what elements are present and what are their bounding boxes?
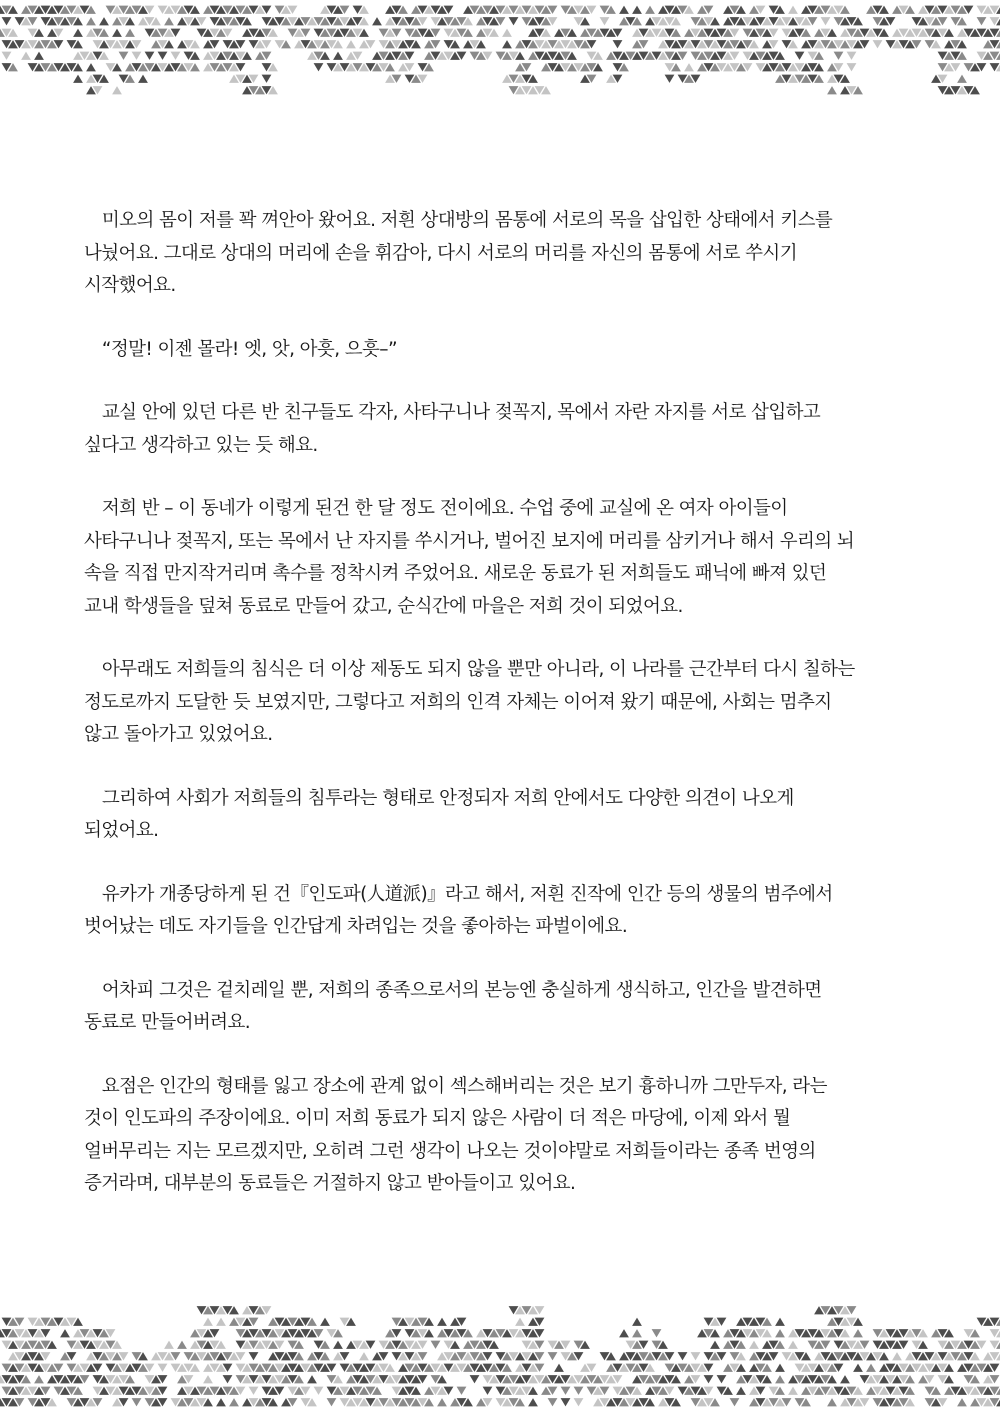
decorative-triangle bbox=[710, 1341, 720, 1349]
decorative-triangle bbox=[632, 6, 642, 14]
decorative-triangle bbox=[314, 1387, 324, 1395]
decorative-triangle bbox=[2, 52, 12, 60]
decorative-triangle bbox=[873, 40, 883, 48]
decorative-triangle bbox=[528, 1398, 538, 1406]
decorative-triangle bbox=[372, 17, 382, 25]
decorative-triangle bbox=[177, 1341, 187, 1349]
paragraph-8: 어차피 그것은 겉치레일 뿐, 저희의 종족으로서의 본능엔 충실하게 생식하고, 인간을 발견하면 동료로 만들어버려요. bbox=[84, 979, 822, 1033]
decorative-triangle bbox=[99, 17, 109, 25]
decorative-triangle bbox=[437, 1398, 447, 1406]
decorative-triangle bbox=[223, 1375, 233, 1383]
document-body bbox=[84, 205, 924, 1232]
decorative-triangle bbox=[717, 1375, 727, 1383]
decorative-triangle bbox=[840, 1375, 850, 1383]
decorative-triangle bbox=[977, 17, 987, 25]
decorative-triangle bbox=[827, 86, 837, 94]
decorative-triangle bbox=[359, 1352, 369, 1360]
decorative-triangle bbox=[691, 1352, 701, 1360]
decorative-triangle bbox=[574, 1387, 584, 1395]
decorative-triangle bbox=[775, 1375, 785, 1383]
paragraph-3: 교실 안에 있던 다른 반 친구들도 각자, 사타구니나 젖꼭지, 목에서 자란 자지를 서로 삽입하고 싶다고 생각하고 있는 듯 해요. bbox=[84, 402, 821, 456]
decorative-triangle bbox=[827, 1398, 837, 1406]
decorative-triangle bbox=[795, 52, 805, 60]
decorative-triangle bbox=[145, 52, 155, 60]
decorative-triangle bbox=[112, 29, 122, 37]
decorative-triangle bbox=[652, 1329, 662, 1337]
decorative-triangle bbox=[346, 40, 356, 48]
decorative-triangle bbox=[86, 63, 96, 71]
decorative-triangle bbox=[600, 17, 610, 25]
decorative-triangle bbox=[736, 1387, 746, 1395]
paragraph-7: 유카가 개종당하게 된 건『인도파(人道派)』라고 해서, 저흰 진작에 인간 등의 생물의 범주에서 벗어났는 데도 자기들을 인간답게 차려입는 것을 좋아하는 파벌이에요. bbox=[84, 883, 833, 937]
decorative-triangle bbox=[502, 40, 512, 48]
decorative-triangle bbox=[554, 1364, 564, 1372]
decorative-triangle bbox=[788, 1341, 798, 1349]
decorative-triangle bbox=[216, 1318, 226, 1326]
decorative-triangle bbox=[502, 29, 512, 37]
decorative-triangle bbox=[73, 29, 83, 37]
decorative-triangle bbox=[249, 1352, 259, 1360]
decorative-triangle bbox=[457, 1387, 467, 1395]
paragraph-5: 아무래도 저희들의 침식은 더 이상 제동도 되지 않을 뿐만 아니라, 이 나라를 근간부터 다시 칠하는 정도로까지 도달한 듯 보였지만, 그렇다고 저희의 인격 자체는 이어져 왔기 때문에, 사회는 멈추지 않고 돌아가고 있었어요. bbox=[84, 659, 855, 745]
decorative-triangle bbox=[60, 1329, 70, 1337]
decorative-triangle bbox=[645, 6, 655, 14]
decorative-triangle bbox=[509, 17, 519, 25]
decorative-triangle bbox=[775, 1364, 785, 1372]
paragraph-1: 미오의 몸이 저를 꽉 껴안아 왔어요. 저흰 상대방의 몸통에 서로의 목을 삽입한 상태에서 키스를 나눴어요. 그대로 상대의 머리에 손을 휘감아, 다시 서로의 머리를 자신의 몸통에 서로 쑤시기 시작했어요. bbox=[84, 210, 833, 296]
decorative-triangle bbox=[216, 1398, 226, 1406]
decorative-triangle bbox=[431, 1341, 441, 1349]
decorative-triangle bbox=[704, 1375, 714, 1383]
paragraph-4: 저희 반 – 이 동네가 이렇게 된건 한 달 정도 전이에요. 수업 중에 교실에 온 여자 아이들이 사타구니나 젖꼭지, 또는 목에서 난 자지를 쑤시거나, 벌어진 보지에 머리를 삼키거나 해서 우리의 뇌 속을 직접 만지작거리며 촉수를 정착시켜 주었어요. 새로운 동료가 된 저희들도 패닉에 빠져 있던 교내 학생들을 덮쳐 동료로 만들어 갔고, 순식간에 마을은 저희 것이 되었어요. bbox=[84, 498, 855, 617]
decorative-triangle bbox=[834, 52, 844, 60]
decorative-triangle bbox=[138, 75, 148, 83]
decorative-triangle bbox=[847, 63, 857, 71]
decorative-triangle bbox=[307, 1375, 317, 1383]
decorative-triangle bbox=[327, 1398, 337, 1406]
decorative-triangle bbox=[561, 1387, 571, 1395]
decorative-triangle bbox=[164, 1341, 174, 1349]
decorative-triangle bbox=[112, 86, 122, 94]
triangle-pattern-top bbox=[0, 0, 1000, 110]
decorative-triangle bbox=[548, 1352, 558, 1360]
decorative-triangle bbox=[203, 1375, 213, 1383]
decorative-triangle bbox=[684, 63, 694, 71]
decorative-triangle bbox=[132, 52, 142, 60]
decorative-triangle bbox=[957, 1398, 967, 1406]
decorative-triangle bbox=[86, 17, 96, 25]
decorative-triangle bbox=[34, 1375, 44, 1383]
decorative-triangle bbox=[171, 52, 181, 60]
decorative-triangle bbox=[314, 63, 324, 71]
decorative-triangle bbox=[619, 6, 629, 14]
paragraph-6: 그리하여 사회가 저희들의 침투라는 형태로 안정되자 저희 안에서도 다양한 의견이 나오게 되었어요. bbox=[84, 787, 794, 841]
decorative-triangle bbox=[34, 52, 44, 60]
decorative-triangle bbox=[164, 17, 174, 25]
decorative-triangle bbox=[125, 29, 135, 37]
decorative-triangle bbox=[515, 1318, 525, 1326]
paragraph-2: “정말! 이젠 몰라! 엣, 앗, 아흣, 으흣–” bbox=[84, 338, 397, 360]
decorative-triangle bbox=[203, 1318, 213, 1326]
decorative-triangle bbox=[749, 1341, 759, 1349]
decorative-triangle bbox=[632, 1318, 642, 1326]
decorative-triangle bbox=[333, 1341, 343, 1349]
decorative-triangle bbox=[249, 1387, 259, 1395]
decorative-triangle bbox=[847, 52, 857, 60]
triangle-pattern-bottom bbox=[0, 1292, 1000, 1412]
decorative-triangle bbox=[320, 1318, 330, 1326]
decorative-triangle bbox=[132, 1398, 142, 1406]
decorative-triangle bbox=[483, 1387, 493, 1395]
decorative-triangle bbox=[158, 1364, 168, 1372]
decorative-triangle bbox=[632, 1329, 642, 1337]
decorative-triangle bbox=[788, 1387, 798, 1395]
decorative-triangle bbox=[470, 1375, 480, 1383]
decorative-triangle bbox=[853, 1364, 863, 1372]
decorative-triangle bbox=[619, 1329, 629, 1337]
decorative-triangle bbox=[665, 75, 675, 83]
decorative-triangle bbox=[229, 1398, 239, 1406]
decorative-triangle bbox=[730, 1398, 740, 1406]
decorative-triangle bbox=[775, 1329, 785, 1337]
decorative-triangle bbox=[892, 1352, 902, 1360]
decorative-triangle bbox=[73, 75, 83, 83]
decorative-triangle bbox=[437, 1318, 447, 1326]
decorative-triangle bbox=[548, 1398, 558, 1406]
decorative-triangle bbox=[775, 1318, 785, 1326]
decorative-triangle bbox=[21, 52, 31, 60]
decorative-triangle bbox=[574, 1398, 584, 1406]
decorative-triangle-border-top bbox=[0, 0, 1000, 110]
decorative-triangle bbox=[853, 1329, 863, 1337]
decorative-triangle bbox=[158, 52, 168, 60]
decorative-triangle bbox=[561, 1398, 571, 1406]
decorative-triangle bbox=[866, 1364, 876, 1372]
decorative-triangle bbox=[957, 75, 967, 83]
decorative-triangle bbox=[678, 1352, 688, 1360]
decorative-triangle bbox=[821, 17, 831, 25]
decorative-triangle bbox=[613, 40, 623, 48]
decorative-triangle bbox=[262, 75, 272, 83]
paragraph-9: 요점은 인간의 형태를 잃고 장소에 관계 없이 섹스해버리는 것은 보기 흉하니까 그만두자, 라는 것이 인도파의 주장이에요. 이미 저희 동료가 되지 않은 사람이 더 적은 마당에, 이제 와서 뭘 얼버무리는 지는 모르겠지만, 오히려 그런 생각이 나오는 것이야말로 저희들이라는 종족 번영의 증거라며, 대부분의 동료들은 거절하지 않고 받아들이고 있어요. bbox=[84, 1075, 827, 1194]
decorative-triangle bbox=[2, 17, 12, 25]
decorative-triangle-border-bottom bbox=[0, 1292, 1000, 1412]
decorative-triangle bbox=[788, 6, 798, 14]
decorative-triangle bbox=[119, 52, 129, 60]
decorative-triangle bbox=[333, 52, 343, 60]
